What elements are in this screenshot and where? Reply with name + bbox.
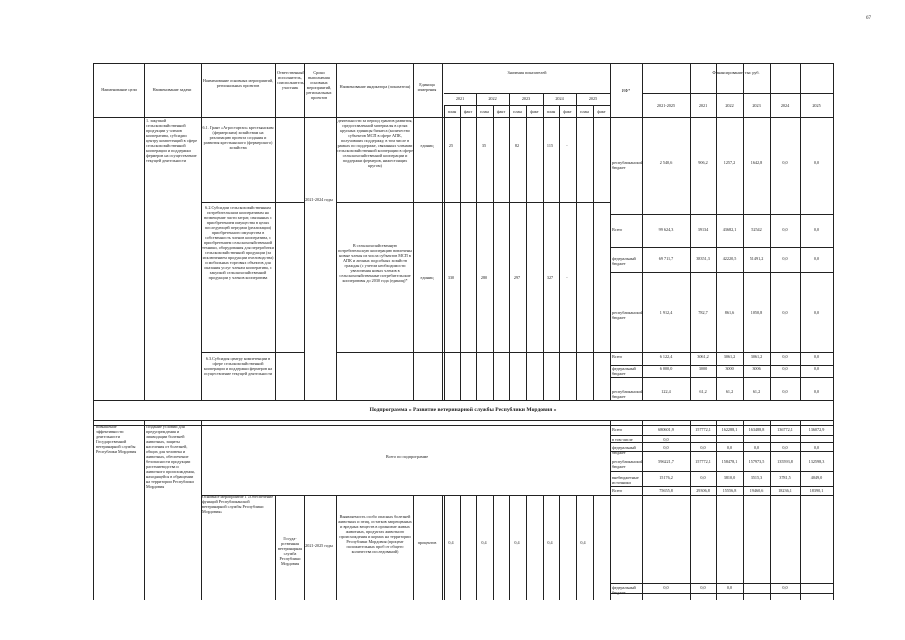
fin-value: 0,0 — [782, 310, 788, 315]
financing-year-2023: 2023 — [752, 103, 761, 108]
grid-vline — [576, 105, 577, 400]
indicator-vet: Выявляемость особо опасных болезней животных и птиц, остатков запрещенных и вредных веществ в организме живых животных, продуктах животного происхождения и кормах на территории Республики Мордовия (процент положительных проб от общего количества исследований) — [338, 514, 412, 554]
grid-vline — [442, 63, 443, 400]
indicator-year-2025: 2025 — [588, 96, 598, 101]
grid-vline — [509, 105, 510, 400]
grid-hline — [444, 93, 610, 94]
fin-value: 0,0 — [782, 389, 788, 394]
plan-fact-label: план — [513, 109, 522, 114]
indicator-year-2022: 2022 — [488, 96, 497, 101]
fin-value: 0,0 — [700, 445, 706, 450]
fin-value: 157973,5 — [748, 459, 765, 464]
grid-vline — [576, 495, 577, 600]
plan-fact-label: план — [447, 109, 457, 114]
grid-hline — [93, 63, 833, 64]
fin-value: 135593,8 — [777, 459, 793, 464]
fin-value: 0,0 — [813, 160, 820, 165]
fin-value: 3061,2 — [697, 354, 709, 359]
fin-value: 0,0 — [782, 256, 788, 261]
fin-value: 0,0 — [813, 389, 820, 394]
fin-value: 3781,5 — [779, 475, 791, 480]
fin-value: 158478,1 — [721, 459, 738, 464]
fin-value: 0,0 — [726, 585, 733, 590]
grid-vline — [559, 105, 560, 400]
unit-percent: процентов — [417, 540, 437, 545]
grid-vline — [144, 63, 145, 400]
header-indicator: Наименование индикатора (показателя) — [339, 84, 411, 89]
fin-source: Всего — [612, 227, 623, 232]
plan-2023-ind-2: 297 — [513, 275, 521, 280]
grid-vline — [610, 105, 611, 400]
fin-source: федеральный бюджет — [612, 256, 636, 266]
financing-year-2021-2025: 2021-2025 — [656, 103, 676, 108]
fin-value: 132598,3 — [808, 459, 825, 464]
total-subprogram-label: Всего по подпрограмме — [385, 454, 429, 459]
indicator-year-2024: 2024 — [555, 96, 564, 101]
fin-source: федеральный бюджет — [612, 445, 636, 455]
main-measure-1: Основное мероприятие 1 «Обеспечение функций Республиканской ветеринарной службы Республики Мордовия» — [202, 494, 274, 514]
responsible-vet-service: Госуда-рственная ветеринарная служба Республики Мордовия — [277, 536, 303, 566]
fin-value: 42220,5 — [722, 256, 737, 261]
fin-value: 0,0 — [726, 445, 733, 450]
fin-value: 18236,1 — [778, 488, 792, 493]
grid-vline — [460, 105, 461, 400]
grid-vline — [144, 420, 145, 600]
fin-value: 0,0 — [813, 256, 820, 261]
grid-vline — [304, 63, 305, 400]
fin-value: 0,0 — [782, 445, 788, 450]
vet-plan-2022: 0,4 — [481, 540, 487, 545]
grid-hline — [93, 425, 833, 426]
fin-value: 136072,9 — [808, 427, 825, 432]
fin-value: 0,0 — [700, 585, 706, 590]
fin-value: 1 912,4 — [659, 310, 673, 315]
fin-value: 3061,2 — [723, 354, 736, 359]
grid-vline — [833, 400, 834, 420]
header-fin-source: ИФ* — [621, 88, 631, 93]
fin-value: 0,0 — [700, 475, 706, 480]
dash-ind-2: - — [566, 275, 568, 280]
grid-vline — [93, 400, 94, 420]
grid-hline — [444, 105, 610, 106]
plan-fact-label: факт — [463, 109, 473, 114]
fin-value: 52542 — [751, 227, 762, 232]
plan-fact-label: план — [546, 109, 556, 114]
fin-value: 1642,8 — [750, 160, 763, 165]
fin-value: 6 122,4 — [659, 354, 673, 359]
grid-vline — [444, 105, 445, 400]
page-number: 67 — [866, 16, 871, 21]
fin-value: 0,0 — [782, 366, 788, 371]
grid-vline — [93, 420, 94, 600]
fin-value: 861,6 — [724, 310, 735, 315]
plan-fact-label: факт — [597, 109, 606, 114]
grid-hline — [93, 400, 833, 401]
fin-value: 3515,3 — [750, 475, 763, 480]
plan-2022-ind-1: 35 — [481, 143, 487, 148]
header-indicator-values: Значения показателей — [507, 70, 547, 75]
indicator-1: деятельности за период грантов развития, предоставленной материалы в целях крупных единицы бизнеса (количество субъектов МСП в сфере АПК, получивших поддержку, в том числе в рамках по поддержке, связанных членами сельскохозяйственной кооперации в сфере сельскохозяйственной кооперации и поддержки фермеров, нижестоящих кругом) — [337, 118, 413, 168]
fin-value: 75655,8 — [659, 488, 673, 493]
fin-value: 3810,0 — [723, 475, 736, 480]
grid-vline — [460, 495, 461, 600]
fin-value: 0,0 — [813, 354, 820, 359]
plan-fact-label: план — [480, 109, 489, 114]
grid-hline — [336, 202, 610, 203]
fin-value: 3000 — [698, 366, 708, 371]
fin-source: федеральный бюджет — [612, 585, 636, 595]
fin-value: 163488,8 — [748, 427, 765, 432]
vet-plan-2023: 0,4 — [514, 540, 520, 545]
goal-text-2: повышение эффективности деятельности Государственной ветеринарной службы Республики Мордовия — [96, 424, 137, 454]
grid-vline — [413, 495, 414, 600]
fin-value: 18390,1 — [809, 488, 824, 493]
fin-value: 19460,6 — [749, 488, 764, 493]
fin-value: 0,0 — [782, 585, 788, 590]
fin-value: 0,0 — [782, 227, 788, 232]
grid-vline — [413, 63, 414, 400]
grid-vline — [275, 495, 276, 600]
fin-value: 6 000,0 — [659, 366, 673, 371]
fin-source: федеральный бюджет — [612, 366, 636, 376]
plan-2024-ind-2: 327 — [546, 275, 554, 280]
fin-value: 0,0 — [813, 227, 820, 232]
header-goal: Наименование цели — [101, 87, 137, 92]
fin-value: 43682,1 — [722, 227, 737, 232]
fin-source: Всего — [612, 488, 623, 493]
fin-value: 61,2 — [752, 389, 761, 394]
grid-vline — [610, 495, 611, 600]
fin-value: 51491,2 — [749, 256, 764, 261]
fin-value: 0,0 — [663, 585, 669, 590]
grid-vline — [593, 495, 594, 600]
fin-value: 3006 — [752, 366, 761, 371]
fin-value: 906,2 — [698, 160, 708, 165]
unit-2: единиц — [420, 275, 434, 280]
fin-source: Всего — [612, 354, 623, 359]
fin-value: 69 711,7 — [658, 256, 674, 261]
grid-vline — [493, 105, 494, 400]
fin-value: 0,0 — [753, 445, 760, 450]
measure-6-1: 6.1. Грант «Агростартап» крестьянским (фермерским) хозяйствам на реализацию проекта создания и развития крестьянского (фермерского) хозяйства — [202, 125, 274, 150]
fin-value: 0,0 — [663, 445, 669, 450]
fin-source: республиканский бюджет — [612, 160, 643, 170]
plan-2022-ind-2: 280 — [480, 275, 488, 280]
financing-year-2022: 2022 — [725, 103, 734, 108]
vet-plan-2021: 0,4 — [448, 540, 454, 545]
plan-fact-label: факт — [496, 109, 506, 114]
grid-vline — [476, 105, 477, 400]
grid-vline — [593, 105, 594, 400]
fin-value: 0,0 — [663, 437, 669, 442]
grid-hline — [201, 202, 304, 203]
financing-year-2025: 2025 — [812, 103, 821, 108]
unit-1: единиц — [420, 143, 434, 148]
grid-vline — [93, 63, 94, 400]
fin-value: 4049,0 — [810, 475, 823, 480]
grid-vline — [476, 495, 477, 600]
fin-value: 1257,2 — [723, 160, 736, 165]
fin-value: 122,4 — [661, 389, 671, 394]
fin-source: республиканский бюджет — [612, 459, 643, 469]
grid-vline — [543, 495, 544, 600]
fin-value: 99 624,3 — [658, 227, 674, 232]
grid-hline — [93, 420, 833, 421]
indicator-year-2023: 2023 — [521, 96, 531, 101]
header-unit: Единица измерения — [417, 82, 437, 92]
fin-value: 39134 — [697, 227, 709, 232]
header-responsible: Ответственный исполнитель, соисполнитель, участник — [277, 70, 305, 90]
grid-vline — [444, 495, 445, 600]
deadline-2021-2025: 2021-2025 годы — [305, 543, 333, 548]
dash-ind-1: - — [566, 143, 568, 148]
measure-6-3: 6.3.Субсидия центру компетенции в сфере сельскохозяйственной кооперации и поддержки фермеров на осуществление текущей деятельности — [203, 356, 273, 376]
grid-hline — [201, 352, 304, 353]
grid-hline — [642, 93, 833, 94]
fin-value: 596221,7 — [658, 459, 674, 464]
fin-value: 680601,9 — [658, 427, 674, 432]
grid-vline — [336, 63, 337, 400]
measure-6-2: 6.2.Субсидии сельскохозяйственным потребительским кооперативам на возмещение части затрат, связанных с приобретением имущества в целях последующей передачи (реализации) приобретенного имущества в собственность членов кооператива, с приобретением сельскохозяйственной техники, оборудования для переработки сельскохозяйственной продукции (за исключением продукции пчеловодства) и мобильных торговых объектов для оказания услуг членам кооператива, с закупкой сельскохозяйственной продукции у членов кооператива — [202, 205, 274, 280]
financing-year-2021: 2021 — [698, 103, 708, 108]
vet-plan-2024: 0,4 — [547, 540, 553, 545]
fin-value: 136772,1 — [777, 427, 793, 432]
grid-vline — [275, 63, 276, 400]
grid-hline — [336, 352, 610, 353]
grid-vline — [833, 63, 834, 400]
header-measures: Наименование основных мероприятий, региональных проектов — [202, 78, 274, 88]
task-text-2: создание условий для предупреждения и ликвидации болезней животных, защиты населения от болезней, общих для человека и животных, обеспечение безопасности продукции растениеводства и животного происхождения, находящейся в обращении на территории Республики Мордовия — [146, 424, 195, 489]
fin-value: 0,0 — [782, 160, 788, 165]
fin-value: 0,0 — [782, 354, 788, 359]
plan-2024-ind-1: 115 — [546, 143, 554, 148]
fin-value: 61,2 — [699, 389, 707, 394]
grid-vline — [509, 495, 510, 600]
plan-fact-label: план — [580, 109, 589, 114]
indicator-year-2021: 2021 — [455, 96, 465, 101]
fin-value: 0,0 — [813, 310, 820, 315]
fin-value: 29306,8 — [696, 488, 710, 493]
fin-source: внебюджетные источники — [612, 475, 639, 485]
fin-value: 3000 — [725, 366, 734, 371]
plan-fact-label: факт — [530, 109, 539, 114]
grid-vline — [442, 495, 443, 600]
grid-vline — [493, 495, 494, 600]
indicator-2: В сельскохозяйственную потребительскую кооперацию вовлечены новые члены из числа субъектов МСП в АПК и личных подсобных хозяйств граждан (с учетом необходимости увеличения новых членов в сельскохозяйственные потребительские кооперативы до 2030 года (единиц)* — [338, 243, 412, 283]
goal-text-1: 1. закупкой сельскохозяйственной продукции у членов кооператива, субсидии центру компетенций в сфере сельскохозяйственной кооперации и поддержки фермеров на осуществление текущей деятельности — [146, 118, 198, 163]
plan-2021-ind-1: 25 — [448, 143, 454, 148]
fin-value: 782,7 — [698, 310, 708, 315]
fin-value: 1050,8 — [750, 310, 763, 315]
plan-2023-ind-1: 82 — [514, 143, 520, 148]
grid-vline — [526, 105, 527, 400]
header-task: Наименование задачи — [152, 87, 192, 92]
vet-plan-2025: 0,4 — [580, 540, 586, 545]
fin-value: 3061,2 — [750, 354, 763, 359]
fin-value: 2 540,6 — [659, 160, 673, 165]
fin-source: республиканский бюджет — [612, 310, 643, 320]
plan-2021-ind-2: 330 — [447, 275, 455, 280]
fin-value: 0,0 — [813, 366, 820, 371]
grid-vline — [526, 495, 527, 600]
fin-value: 61,2 — [725, 389, 734, 394]
grid-hline — [93, 117, 833, 118]
fin-value: 15176,2 — [659, 475, 673, 480]
fin-source: республиканский бюджет — [612, 389, 643, 399]
header-financing: Финансирование, тыс руб. — [712, 70, 760, 75]
fin-value: 15556,8 — [722, 488, 737, 493]
plan-fact-label: факт — [563, 109, 572, 114]
fin-source: Всего — [612, 427, 623, 432]
grid-vline — [559, 495, 560, 600]
financing-year-2024: 2024 — [780, 103, 790, 108]
fin-value: 162288,1 — [721, 427, 738, 432]
fin-value: 157772,1 — [695, 427, 711, 432]
grid-vline — [833, 420, 834, 600]
header-deadline: Сроки выполнения основных мероприятий, региональных проектов — [306, 70, 332, 100]
fin-value: 38351,3 — [696, 256, 710, 261]
deadline-2021-2024: 2021-2024 годы — [305, 197, 333, 202]
fin-value: 157772,1 — [695, 459, 711, 464]
subprogram-title: Подпрограмма « Развитие ветеринарной службы Республики Мордовия » — [369, 407, 557, 413]
grid-vline — [543, 105, 544, 400]
fin-source: в том числе — [612, 437, 633, 442]
fin-value: 0,0 — [813, 445, 820, 450]
